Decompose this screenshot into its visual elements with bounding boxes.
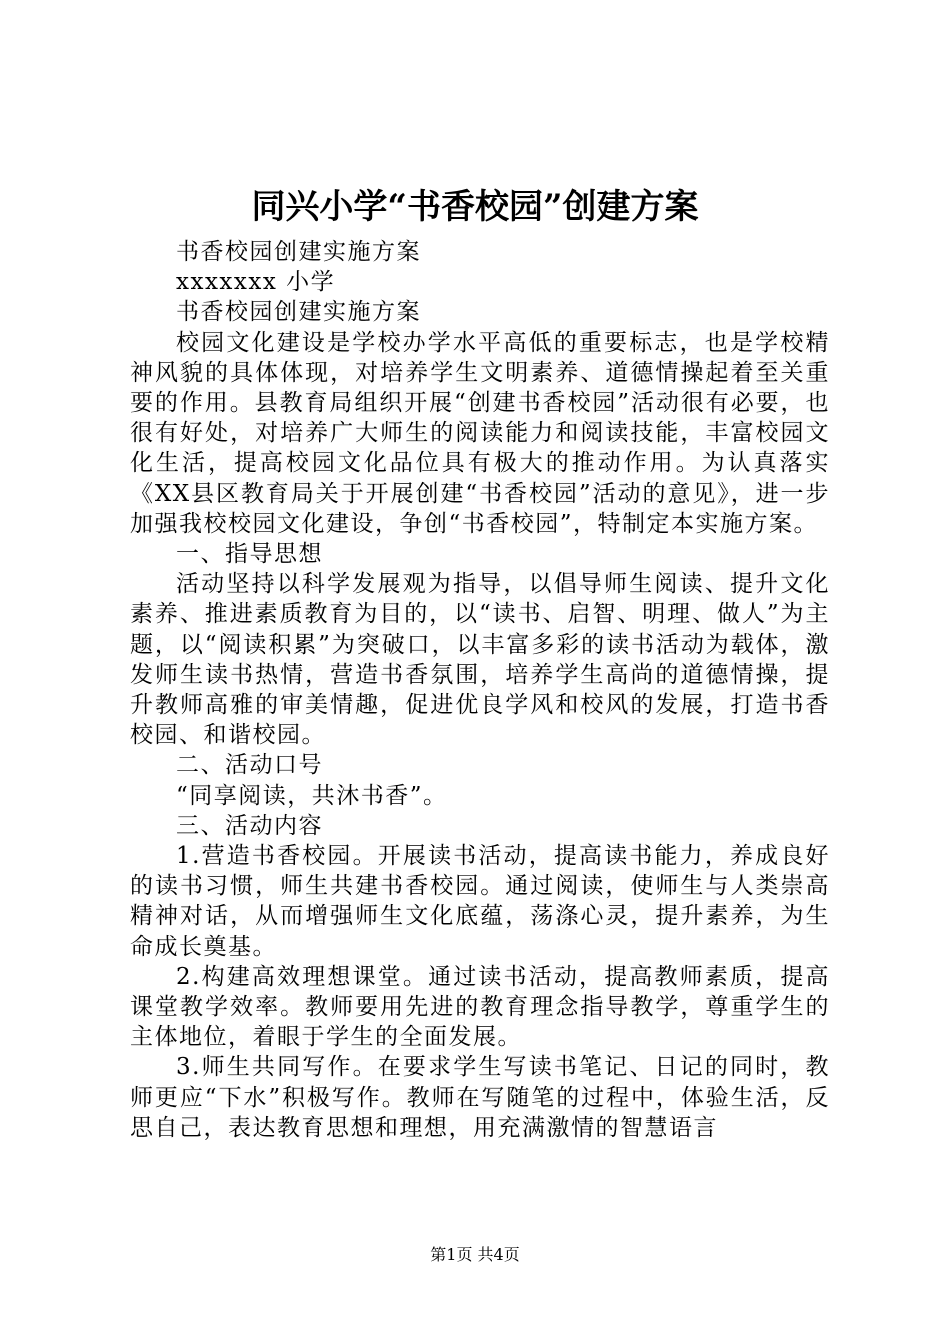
paragraph: “同享阅读，共沐书香”。 xyxy=(176,782,448,809)
paragraph: 书香校园创建实施方案 xyxy=(176,239,421,265)
page-footer: 第1页 共4页 xyxy=(430,1245,520,1264)
paragraph: 3.师生共同写作。在要求学生写读书笔记、日记的同时，教师更应“下水”积极写作。教师在写随笔的过程中，体验生活，反思自己，表达教育思想和理想，用充满激情的智慧语言 xyxy=(130,1054,830,1141)
paragraph: 活动坚持以科学发展观为指导，以倡导师生阅读、提升文化素养、推进素质教育为目的，以“读书、启智、明理、做人”为主题，以“阅读积累”为突破口，以丰富多彩的读书活动为载体，激发师生读书热情，营造书香氛围，培养学生高尚的道德情操，提升教师高雅的审美情趣，促进优良学风和校风的发展，打造书香校园、和谐校园。 xyxy=(130,571,830,749)
section-heading: 一、指导思想 xyxy=(176,541,323,568)
document-body xyxy=(130,237,830,1143)
section-heading: 三、活动内容 xyxy=(176,812,323,839)
document-title: 同兴小学“书香校园”创建方案 xyxy=(251,187,699,227)
paragraph: 书香校园创建实施方案 xyxy=(176,299,421,326)
section-heading: 二、活动口号 xyxy=(176,752,323,779)
paragraph: 1.营造书香校园。开展读书活动，提高读书能力，养成良好的读书习惯，师生共建书香校园。通过阅读，使师生与人类崇高精神对话，从而增强师生文化底蕴，荡涤心灵，提升素养，为生命成长奠基。 xyxy=(130,843,830,960)
paragraph: 2.构建高效理想课堂。通过读书活动，提高教师素质，提高课堂教学效率。教师要用先进的教育理念指导教学，尊重学生的主体地位，着眼于学生的全面发展。 xyxy=(130,963,830,1051)
paragraph: xxxxxxx 小学 xyxy=(176,269,336,296)
paragraph: 校园文化建设是学校办学水平高低的重要标志，也是学校精神风貌的具体体现，对培养学生文明素养、道德情操起着至关重要的作用。县教育局组织开展“创建书香校园”活动很有必要，也很有好处，对培养广大师生的阅读能力和阅读技能，丰富校园文化生活，提高校园文化品位具有极大的推动作用。为认真落实《XX县区教育局关于开展创建“书香校园”活动的意见》，进一步加强我校校园文化建设，争创“书香校园”，特制定本实施方案。 xyxy=(130,329,830,537)
